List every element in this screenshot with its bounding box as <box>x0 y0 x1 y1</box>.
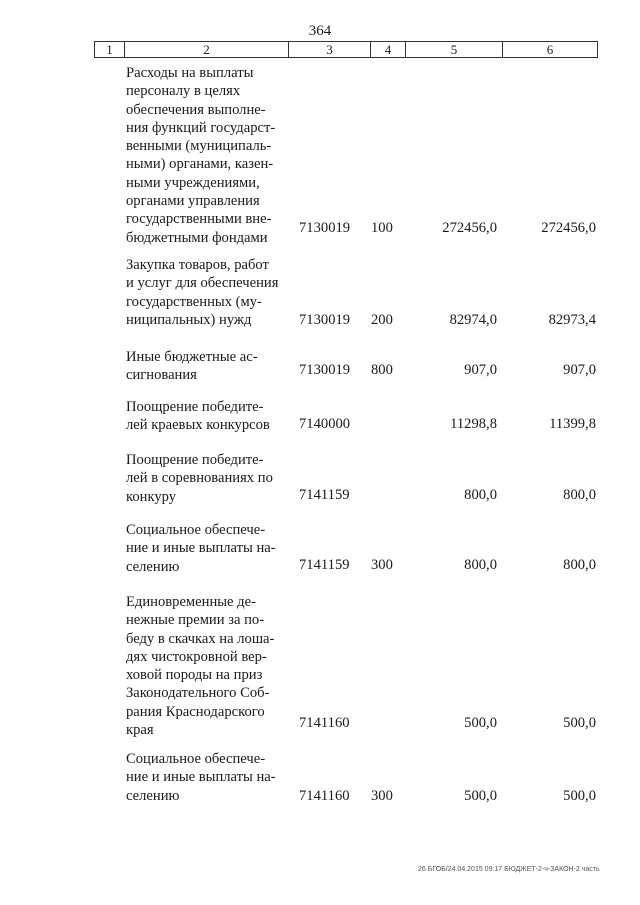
row-name: Поощрение победите- лей в соревнованиях по конкуру <box>126 452 273 505</box>
row-kvr: 800 <box>371 362 393 378</box>
row-name: Социальное обеспече- ние и иные выплаты на- селению <box>126 522 276 575</box>
row-code: 7141159 <box>299 487 350 503</box>
row-value-col5: 11298,8 <box>450 416 497 432</box>
row-value-col5: 500,0 <box>464 715 497 731</box>
table-header <box>94 41 598 58</box>
header-col-2: 2 <box>124 42 288 57</box>
row-code: 7140000 <box>299 416 351 432</box>
header-col-4: 4 <box>370 42 405 57</box>
row-value-col5: 82974,0 <box>449 312 497 328</box>
row-value-col5: 800,0 <box>464 557 497 573</box>
row-value-col5: 907,0 <box>464 362 497 378</box>
row-value-col6: 11399,8 <box>549 416 596 432</box>
row-name: Поощрение победите- лей краевых конкурсов <box>126 399 270 434</box>
header-col-1: 1 <box>106 42 113 57</box>
row-code: 7141159 <box>299 557 350 573</box>
row-name: Закупка товаров, работ и услуг для обеспечения государственных (му- ниципальных) нужд <box>126 257 279 328</box>
row-kvr: 100 <box>371 220 393 236</box>
row-value-col6: 82973,4 <box>548 312 596 328</box>
row-code: 7141160 <box>299 715 350 731</box>
row-name: Расходы на выплаты персоналу в целях обеспечения выполне- ния функций государст- венными (муниципаль- ными) органами, казен- ными учреждениями, органами управления государственными вне- бюджетными фондами <box>126 65 276 246</box>
row-value-col6: 500,0 <box>563 715 596 731</box>
row-code: 7130019 <box>299 362 351 378</box>
header-col-6: 6 <box>502 42 597 57</box>
page-number: 364 <box>308 23 332 39</box>
row-value-col5: 800,0 <box>464 487 497 503</box>
row-name: Социальное обеспече- ние и иные выплаты на- селению <box>126 751 276 804</box>
row-value-col6: 272456,0 <box>541 220 596 236</box>
row-value-col6: 800,0 <box>563 557 596 573</box>
footer-file-stamp: 26 БГОБ/24.04.2015 09:17 БЮДЖЕТ-2-ч-ЗАКОН-2 часть <box>418 866 600 873</box>
row-value-col5: 272456,0 <box>442 220 497 236</box>
row-code: 7130019 <box>299 220 351 236</box>
row-value-col6: 907,0 <box>563 362 596 378</box>
row-name: Иные бюджетные ас- сигнования <box>126 349 258 384</box>
row-code: 7130019 <box>299 312 351 328</box>
row-code: 7141160 <box>299 788 350 804</box>
row-kvr: 300 <box>371 788 393 804</box>
row-kvr: 300 <box>371 557 393 573</box>
header-col-3: 3 <box>288 42 370 57</box>
row-value-col6: 500,0 <box>563 788 596 804</box>
header-col-5: 5 <box>405 42 502 57</box>
row-name: Единовременные де- нежные премии за по- беду в скачках на лоша- дях чистокровной вер- ховой породы на приз Законодательного Соб- рания Краснодарского края <box>126 594 275 739</box>
row-kvr: 200 <box>371 312 393 328</box>
row-value-col5: 500,0 <box>464 788 497 804</box>
row-value-col6: 800,0 <box>563 487 596 503</box>
